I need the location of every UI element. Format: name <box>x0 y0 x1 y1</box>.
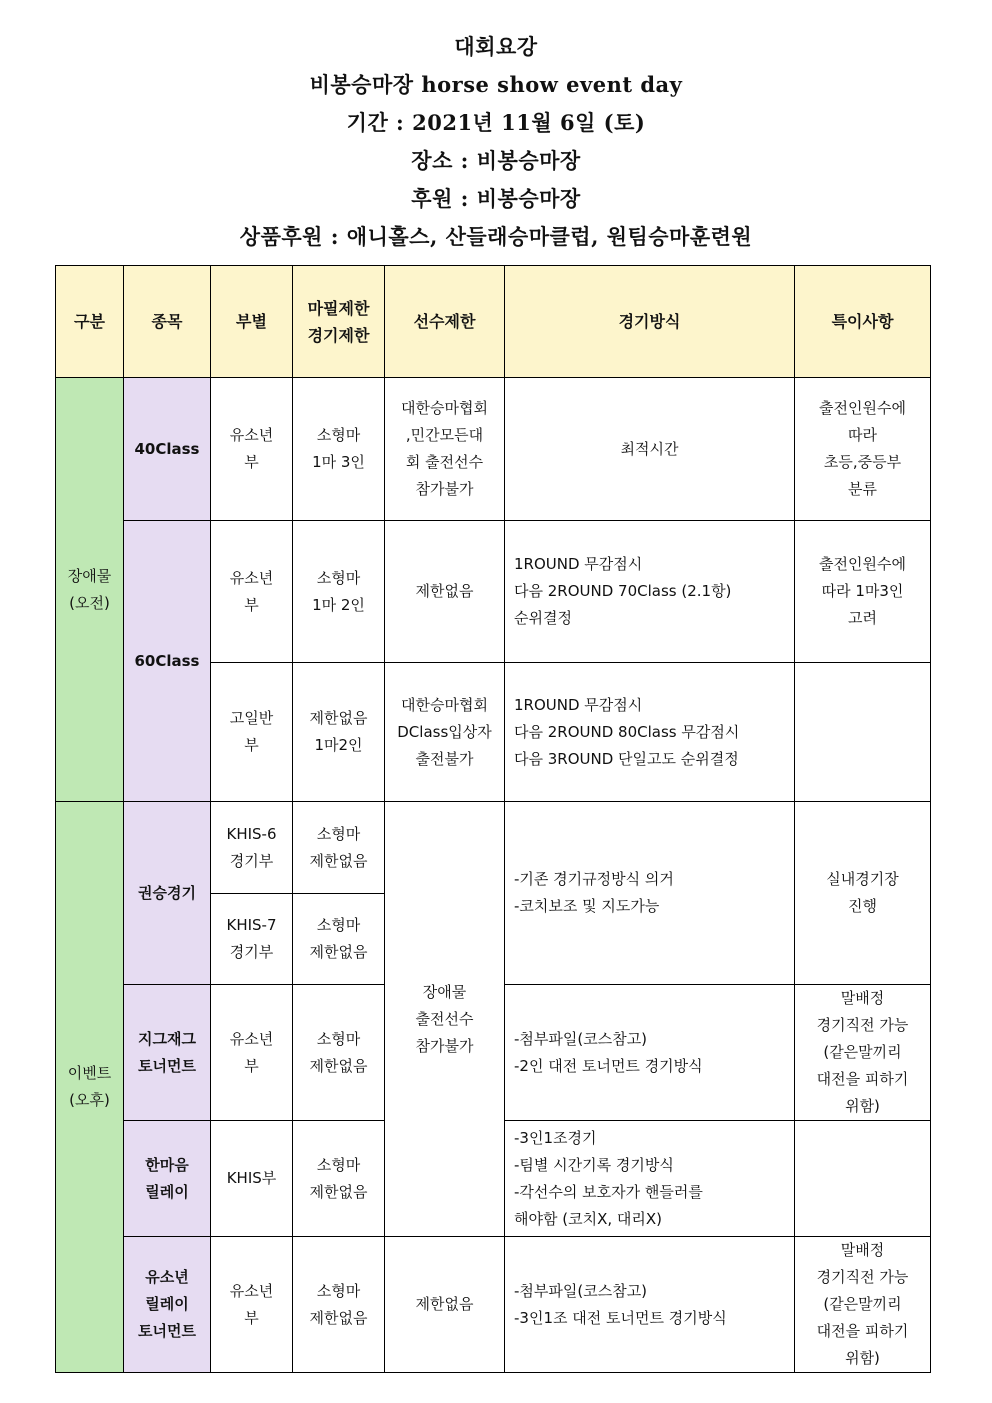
division-cell: KHIS-7 경기부 <box>211 894 293 985</box>
horse-limit-cell: 소형마 제한없음 <box>293 1237 385 1373</box>
notes-cell: 출전인원수에 따라 초등,중등부 분류 <box>795 378 931 521</box>
method-cell: 1ROUND 무감점시 다음 2ROUND 70Class (2.1항) 순위결정 <box>505 521 795 663</box>
division-cell: 유소년 부 <box>211 1237 293 1373</box>
notes-cell: 말배정 경기직전 가능 (같은말끼리 대전을 피하기 위함) <box>795 1237 931 1373</box>
horse-limit-cell: 소형마 제한없음 <box>293 1121 385 1237</box>
category-cell: 장애물 (오전) <box>56 378 124 802</box>
header-rider-limit: 선수제한 <box>385 266 505 378</box>
header-horse-limit: 마필제한 경기제한 <box>293 266 385 378</box>
notes-cell <box>795 663 931 802</box>
notes-cell: 말배정 경기직전 가능 (같은말끼리 대전을 피하기 위함) <box>795 985 931 1121</box>
method-cell: 최적시간 <box>505 378 795 521</box>
rider-limit-cell: 대한승마협회 DClass입상자 출전불가 <box>385 663 505 802</box>
table-row <box>56 802 931 894</box>
doc-subtitle: 비봉승마장 horse show event day <box>309 72 683 97</box>
method-cell: 1ROUND 무감점시 다음 2ROUND 80Class 무감점시 다음 3ROUND 단일고도 순위결정 <box>505 663 795 802</box>
notes-cell: 출전인원수에 따라 1마3인 고려 <box>795 521 931 663</box>
doc-title: 대회요강 <box>454 34 538 59</box>
horse-limit-cell: 소형마 제한없음 <box>293 985 385 1121</box>
doc-period: 기간 : 2021년 11월 6일 (토) <box>346 110 646 135</box>
horse-limit-cell: 소형마 제한없음 <box>293 802 385 894</box>
method-cell: -첨부파일(코스참고) -2인 대전 토너먼트 경기방식 <box>505 985 795 1121</box>
event-cell: 권승경기 <box>124 802 211 985</box>
horse-limit-cell: 소형마 1마 3인 <box>293 378 385 521</box>
doc-venue: 장소 : 비봉승마장 <box>411 148 581 173</box>
division-cell: 유소년 부 <box>211 985 293 1121</box>
event-cell: 지그재그 토너먼트 <box>124 985 211 1121</box>
doc-prize-sponsors: 상품후원 : 애니홀스, 산들래승마클럽, 원팀승마훈련원 <box>239 224 753 249</box>
rider-limit-cell: 대한승마협회 ,민간모든대 회 출전선수 참가불가 <box>385 378 505 521</box>
rider-limit-cell: 제한없음 <box>385 1237 505 1373</box>
table-row <box>56 521 931 663</box>
event-cell: 유소년 릴레이 토너먼트 <box>124 1237 211 1373</box>
method-cell: -첨부파일(코스참고) -3인1조 대전 토너먼트 경기방식 <box>505 1237 795 1373</box>
event-cell: 한마음 릴레이 <box>124 1121 211 1237</box>
header-division: 부별 <box>211 266 293 378</box>
notes-cell: 실내경기장 진행 <box>795 802 931 985</box>
event-cell: 40Class <box>124 378 211 521</box>
division-cell: 고일반 부 <box>211 663 293 802</box>
division-cell: 유소년 부 <box>211 378 293 521</box>
method-cell: -기존 경기규정방식 의거 -코치보조 및 지도가능 <box>505 802 795 985</box>
header-method: 경기방식 <box>505 266 795 378</box>
competition-table <box>55 265 931 1373</box>
division-cell: 유소년 부 <box>211 521 293 663</box>
table-header-row <box>56 266 931 378</box>
horse-limit-cell: 제한없음 1마2인 <box>293 663 385 802</box>
doc-host: 후원 : 비봉승마장 <box>411 186 581 211</box>
header-notes: 특이사항 <box>795 266 931 378</box>
notes-cell <box>795 1121 931 1237</box>
division-cell: KHIS부 <box>211 1121 293 1237</box>
table-row <box>56 378 931 521</box>
method-cell: -3인1조경기 -팀별 시간기록 경기방식 -각선수의 보호자가 핸들러를 해야함 (코치X, 대리X) <box>505 1121 795 1237</box>
horse-limit-cell: 소형마 1마 2인 <box>293 521 385 663</box>
header-event: 종목 <box>124 266 211 378</box>
event-cell: 60Class <box>124 521 211 802</box>
table-row <box>56 1237 931 1373</box>
horse-limit-cell: 소형마 제한없음 <box>293 894 385 985</box>
category-cell: 이벤트 (오후) <box>56 802 124 1373</box>
rider-limit-cell: 제한없음 <box>385 521 505 663</box>
document-header <box>0 28 992 256</box>
division-cell: KHIS-6 경기부 <box>211 802 293 894</box>
rider-limit-cell: 장애물 출전선수 참가불가 <box>385 802 505 1237</box>
header-category: 구분 <box>56 266 124 378</box>
